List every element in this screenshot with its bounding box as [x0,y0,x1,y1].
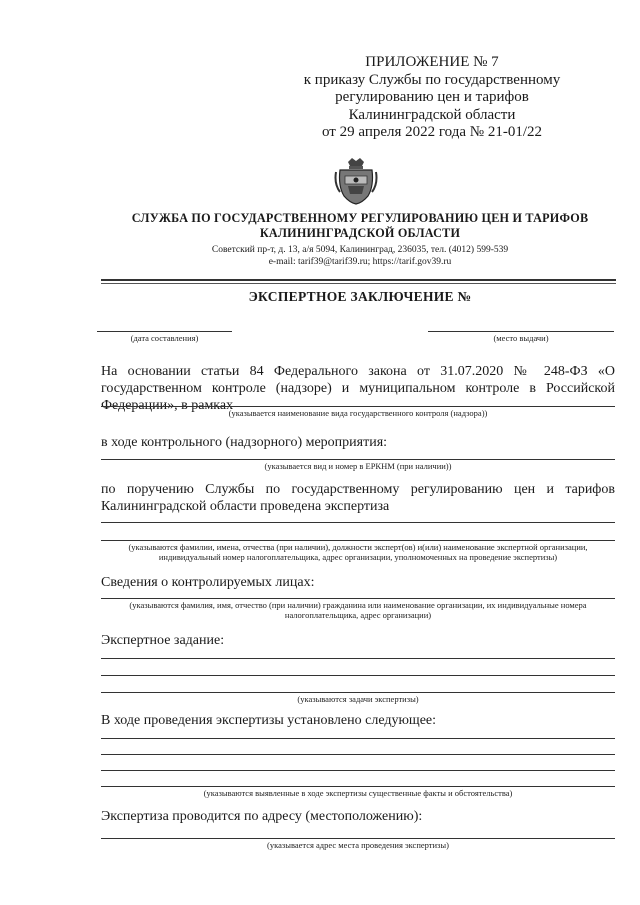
persons-caption-line: (указываются фамилия, имя, отчество (при наличии) гражданина или наименование организации, их индивидуальные номера [129,600,587,610]
findings-field-line[interactable] [101,754,615,755]
document-title: ЭКСПЕРТНОЕ ЗАКЛЮЧЕНИЕ № [248,289,472,304]
order-word: регулированию [410,482,503,497]
persons-caption-line: налогоплательщика, адрес организации) [284,610,432,620]
order-word: цен [513,482,536,497]
order-word: поручению [126,482,194,497]
address-field-line[interactable] [101,838,615,839]
experts-caption-line: (указываются фамилии, имена, отчества (при наличии), должности эксперт(ов) и(или) наименование экспертной организации, [128,542,588,552]
organization-name-line: СЛУЖБА ПО ГОСУДАРСТВЕННОМУ РЕГУЛИРОВАНИЮ ЦЕН И ТАРИФОВ [131,211,589,225]
address-caption: (указывается адрес места проведения экспертизы) [267,840,449,850]
findings-field-line[interactable] [101,738,615,739]
event-caption: (указывается вид и номер в ЕРКНМ (при наличии)) [264,461,452,471]
task-field-line[interactable] [101,675,615,676]
control-type-field-line[interactable] [101,406,615,407]
appendix-number: ПРИЛОЖЕНИЕ № 7 [365,54,499,70]
persons-caption [101,600,615,620]
place-field-line[interactable] [428,331,614,332]
appendix-order-line: Калининградской области [348,106,516,123]
findings-field-line[interactable] [101,770,615,771]
kaliningrad-coat-of-arms-icon [334,156,378,206]
experts-caption-line: индивидуальный номер налогоплательщика, адрес организации, уполномоченных на проведение экспертизы) [158,552,558,562]
persons-field-line[interactable] [101,598,615,599]
control-type-caption: (указывается наименование вида государственного контроля (надзора)) [228,408,488,418]
event-label: в ходе контрольного (надзорного) мероприятия: [101,435,388,450]
findings-label: В ходе проведения экспертизы установлено следующее: [101,713,437,728]
organization-name [100,211,620,240]
order-word: и [546,482,554,497]
order-paragraph-line2: Калининградской области проведена экспертиза [101,499,390,514]
task-field-line[interactable] [101,692,615,693]
address-label: Экспертиза проводится по адресу (местоположению): [101,809,423,824]
order-word: тарифов [565,482,615,497]
findings-caption: (указываются выявленные в ходе экспертизы существенные факты и обстоятельства) [203,788,513,798]
organization-contacts: e-mail: tarif39@tarif39.ru; https://tarif.gov39.ru [268,257,452,267]
place-caption: (место выдачи) [493,333,549,343]
organization-postal-address: Советский пр-т, д. 13, а/я 5094, Калининград, 236035, тел. (4012) 599-539 [211,245,509,255]
task-field-line[interactable] [101,658,615,659]
order-word: по [265,482,281,497]
experts-field-line[interactable] [101,522,615,523]
task-label: Экспертное задание: [101,633,225,648]
findings-field-line[interactable] [101,786,615,787]
order-word: по [101,482,116,497]
date-field-line[interactable] [97,331,232,332]
order-word: Службы [205,482,255,497]
event-field-line[interactable] [101,459,615,460]
persons-label: Сведения о контролируемых лицах: [101,575,315,590]
organization-name-line: КАЛИНИНГРАДСКОЙ ОБЛАСТИ [259,225,461,240]
basis-paragraph: На основании статьи 84 Федерального закона от 31.07.2020 № 248-ФЗ «О государственном контроле (надзоре) и муниципальном контроле в Российской Федерации», в рамках [101,364,615,413]
order-word: государственному [291,482,400,497]
appendix-header [282,54,582,142]
header-divider [101,279,616,281]
header-divider [101,283,616,284]
appendix-order-line: регулированию цен и тарифов [335,89,529,105]
appendix-order-line: к приказу Службы по государственному [303,71,561,88]
task-caption: (указываются задачи экспертизы) [297,694,419,704]
order-paragraph-line1 [101,481,615,498]
experts-field-line[interactable] [101,540,615,541]
organization-address [100,244,620,268]
experts-caption [101,542,615,562]
date-caption: (дата составления) [130,333,199,343]
appendix-order-date: от 29 апреля 2022 года № 21-01/22 [322,124,542,140]
